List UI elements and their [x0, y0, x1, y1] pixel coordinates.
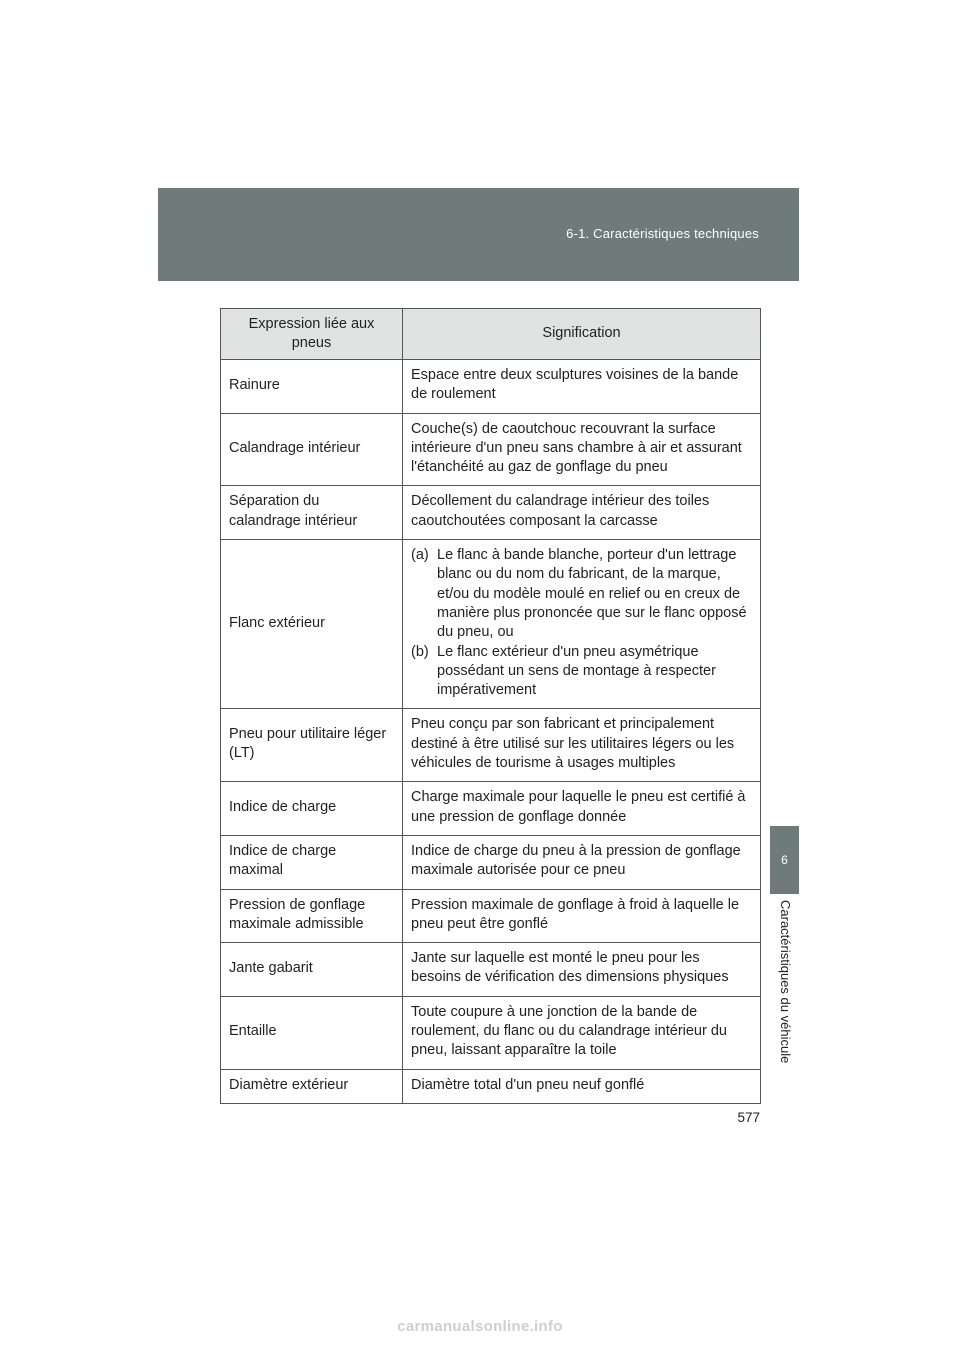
list-item-text: Le flanc extérieur d'un pneu asymétrique possédant un sens de montage à respecter impérativement: [437, 643, 716, 699]
definition-cell: Jante sur laquelle est monté le pneu pour les besoins de vérification des dimensions physiques: [403, 943, 761, 997]
definition-cell: Pneu conçu par son fabricant et principalement destiné à être utilisé sur les utilitaires légers ou les véhicules de tourisme à usages multiples: [403, 709, 761, 782]
column-header-term: Expression liée aux pneus: [221, 309, 403, 360]
list-marker: (a): [411, 547, 429, 564]
term-cell: Séparation du calandrage intérieur: [221, 486, 403, 540]
term-cell: Entaille: [221, 996, 403, 1069]
table-header-row: [221, 309, 761, 360]
section-title: 6-1. Caractéristiques techniques: [566, 226, 759, 241]
chapter-label: Caractéristiques du véhicule: [778, 900, 793, 1064]
list-item: [411, 643, 752, 701]
table-row: [221, 782, 761, 836]
term-cell: Indice de charge maximal: [221, 835, 403, 889]
definition-cell: Espace entre deux sculptures voisines de la bande de roulement: [403, 360, 761, 414]
table-row: [221, 943, 761, 997]
term-cell: Calandrage intérieur: [221, 413, 403, 486]
table-row: [221, 413, 761, 486]
table-row: [221, 889, 761, 943]
page-number: 577: [737, 1110, 760, 1125]
term-cell: Flanc extérieur: [221, 540, 403, 709]
list-item-text: Le flanc à bande blanche, porteur d'un lettrage blanc ou du nom du fabricant, de la marque, et/ou du modèle moulé en relief ou en creux de manière plus prononcée que sur le flanc opposé du pneu, ou: [437, 547, 747, 641]
tire-terms-table: [220, 308, 761, 1104]
chapter-number: 6: [781, 853, 788, 867]
term-cell: Pneu pour utilitaire léger (LT): [221, 709, 403, 782]
watermark: carmanualsonline.info: [397, 1318, 563, 1335]
term-cell: Jante gabarit: [221, 943, 403, 997]
table-row: [221, 709, 761, 782]
table-row: [221, 540, 761, 709]
section-header-band: [158, 188, 799, 281]
chapter-tab: [770, 826, 799, 894]
term-cell: Indice de charge: [221, 782, 403, 836]
term-cell: Rainure: [221, 360, 403, 414]
list-item: [411, 546, 752, 642]
term-cell: Pression de gonflage maximale admissible: [221, 889, 403, 943]
definition-cell: Couche(s) de caoutchouc recouvrant la surface intérieure d'un pneu sans chambre à air et assurant l'étanchéité au gaz de gonflage du pneu: [403, 413, 761, 486]
definition-cell: Toute coupure à une jonction de la bande de roulement, du flanc ou du calandrage intérieur du pneu, laissant apparaître la toile: [403, 996, 761, 1069]
definition-list: [411, 546, 752, 700]
table-row: [221, 1069, 761, 1103]
table-row: [221, 486, 761, 540]
list-marker: (b): [411, 643, 429, 660]
term-cell: Diamètre extérieur: [221, 1069, 403, 1103]
definition-cell: Diamètre total d'un pneu neuf gonflé: [403, 1069, 761, 1103]
table-row: [221, 835, 761, 889]
definition-cell: Décollement du calandrage intérieur des toiles caoutchoutées composant la carcasse: [403, 486, 761, 540]
column-header-meaning: Signification: [403, 309, 761, 360]
definition-cell: Pression maximale de gonflage à froid à laquelle le pneu peut être gonflé: [403, 889, 761, 943]
table-row: [221, 996, 761, 1069]
table-row: [221, 360, 761, 414]
definition-cell: Charge maximale pour laquelle le pneu est certifié à une pression de gonflage donnée: [403, 782, 761, 836]
definition-cell: Indice de charge du pneu à la pression de gonflage maximale autorisée pour ce pneu: [403, 835, 761, 889]
definition-cell: [403, 540, 761, 709]
